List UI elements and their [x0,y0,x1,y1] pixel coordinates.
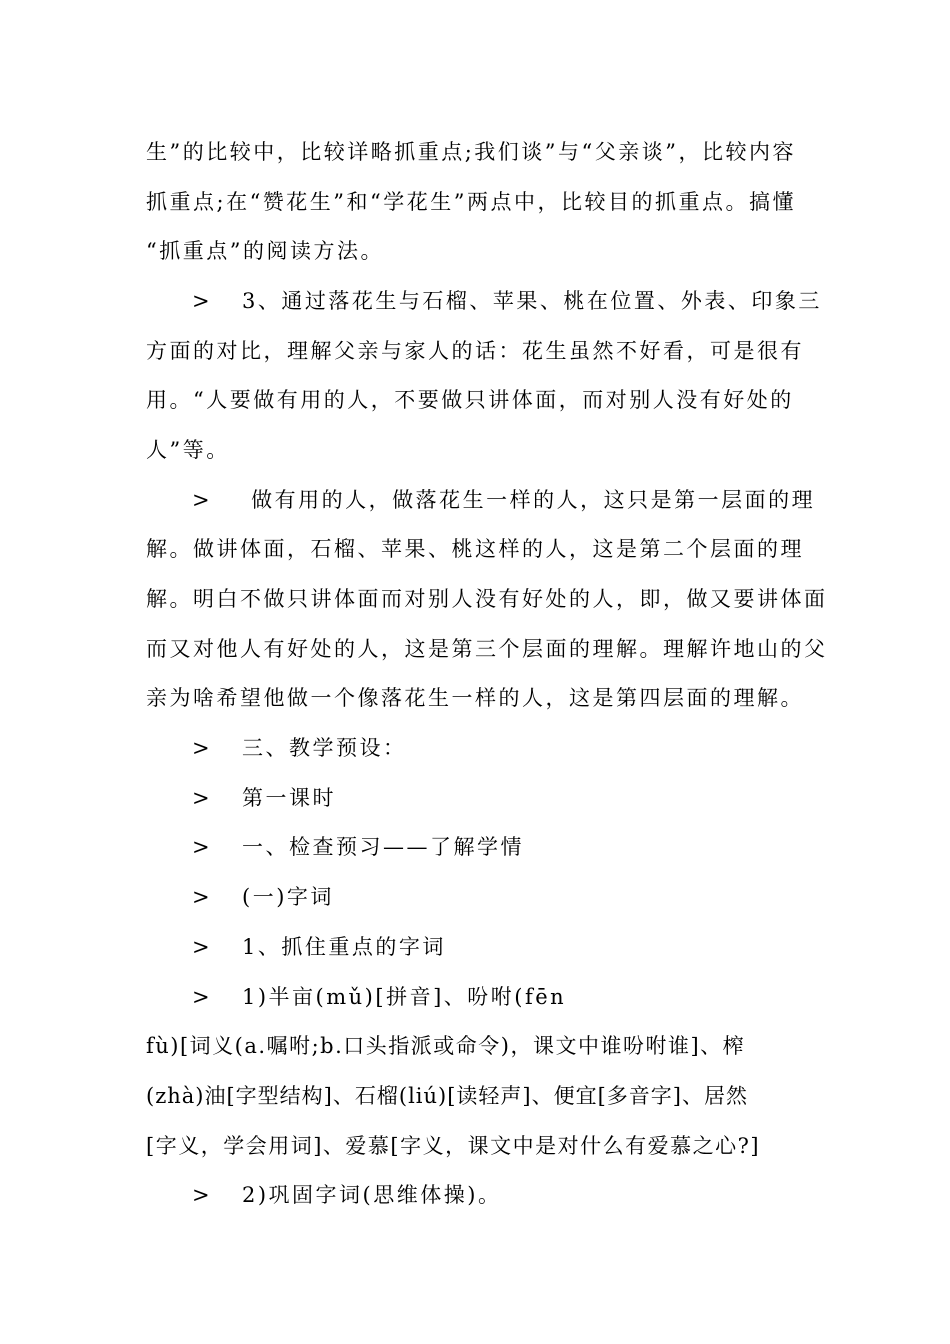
text-line: [字义，学会用词]、爱慕[字义，课文中是对什么有爱慕之心?] [146,1134,761,1158]
bullet-marker: > [192,885,210,909]
text-line: fù)[词义(a.嘱咐;b.口头指派或命令)，课文中谁吩咐谁]、榨 [146,1034,746,1058]
bullet-line [192,784,806,812]
bullet-line [192,933,806,961]
bullet-marker: > [192,488,210,512]
bullet-marker: > [192,985,210,1009]
text-span: 1、抓住重点的字词 [242,935,446,959]
bullet-line [192,983,806,1011]
bullet-line [192,734,806,762]
text-line: (zhà)油[字型结构]、石榴(liú)[读轻声]、便宜[多音字]、居然 [146,1084,748,1108]
text-span: 做有用的人，做落花生一样的人，这只是第一层面的理 [242,488,816,512]
text-line: 而又对他人有好处的人，这是第三个层面的理解。理解许地山的父 [146,637,828,661]
text-line: “抓重点”的阅读方法。 [146,239,384,263]
text-line: 亲为啥希望他做一个像落花生一样的人，这是第四层面的理解。 [146,686,804,710]
text-span: (一)字词 [242,885,334,909]
text-line: 生”的比较中，比较详略抓重点;我们谈”与“父亲谈”，比较内容 [146,140,797,164]
bullet-line [192,883,806,911]
text-span: 一、检查预习——了解学情 [242,835,524,859]
text-line: 解。做讲体面，石榴、苹果、桃这样的人，这是第二个层面的理 [146,537,804,561]
bullet-marker: > [192,1183,210,1207]
text-span: 1)半亩(mǔ)[拼音]、吩咐(fēn [242,985,567,1009]
text-line: 解。明白不做只讲体面而对别人没有好处的人，即，做又要讲体面 [146,587,828,611]
text-span: 第一课时 [242,786,336,810]
bullet-marker: > [192,935,210,959]
bullet-line [192,287,822,315]
text-span: 3、通过落花生与石榴、苹果、桃在位置、外表、印象三 [242,289,822,313]
text-span: 2)巩固字词(思维体操)。 [242,1183,502,1207]
bullet-line [192,1181,806,1209]
bullet-line [192,833,806,861]
bullet-line [192,486,816,514]
text-line: 人”等。 [146,438,230,462]
bullet-marker: > [192,736,210,760]
text-line: 用。“人要做有用的人，不要做只讲体面，而对别人没有好处的 [146,388,794,412]
text-line: 抓重点;在“赞花生”和“学花生”两点中，比较目的抓重点。搞懂 [146,190,797,214]
bullet-marker: > [192,289,210,313]
bullet-marker: > [192,835,210,859]
bullet-marker: > [192,786,210,810]
text-span: 三、教学预设： [242,736,407,760]
text-line: 方面的对比，理解父亲与家人的话：花生虽然不好看，可是很有 [146,339,804,363]
